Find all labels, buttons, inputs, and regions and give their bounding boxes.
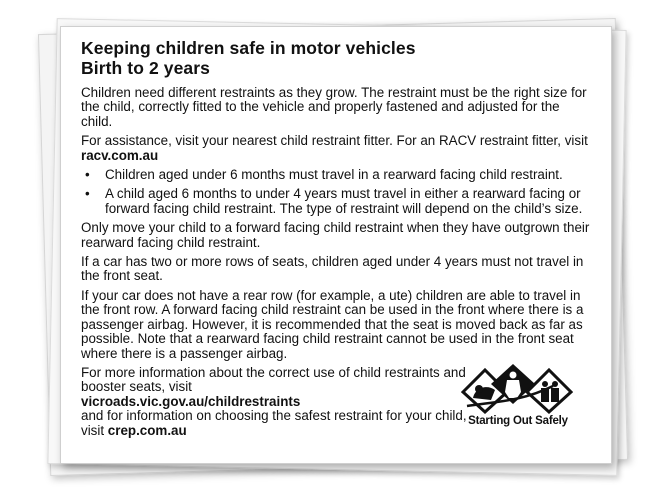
bullet-icon: • [85, 167, 90, 183]
rules-list [81, 168, 593, 216]
list-item [81, 187, 593, 216]
card-title [81, 38, 593, 78]
starting-out-safely-logo-icon [461, 362, 573, 414]
vicroads-link[interactable]: vicroads.vic.gov.au/childrestraints [81, 393, 301, 409]
logo-text: Starting Out Safely [468, 414, 568, 427]
starting-out-safely-logo [443, 362, 593, 434]
paragraph-more-info [81, 366, 481, 438]
paragraph-forward-facing: Only move your child to a forward facing child restraint when they have outgrown their rearward facing child restraint. [81, 220, 590, 250]
paragraph-assistance [81, 134, 593, 163]
list-item [81, 168, 593, 182]
assistance-text: For assistance, visit your nearest child restraint fitter. For an RACV restraint fitter, visit [81, 133, 588, 149]
paragraph-no-rear-row: If your car does not have a rear row (for example, a ute) children are able to travel in the front row. A forward facing child restraint can be used in the front where there is a passenger airbag. However, it is recommended that the seat is moved back as far as possible. Note that a rearward facing child restraint cannot be used in the front seat where there is a passenger airbag. [81, 287, 584, 361]
title-line-1: Keeping children safe in motor vehicles [81, 38, 416, 58]
paragraph-restraints: Children need different restraints as they grow. The restraint must be the right size for the child, correctly fitted to the vehicle and properly fastened and adjusted for the child. [81, 85, 587, 129]
info-card [60, 26, 612, 464]
title-line-2: Birth to 2 years [81, 58, 211, 78]
list-item-text: A child aged 6 months to under 4 years must travel in either a rearward facing or forward facing child restraint. The type of restraint will depend on the child’s size. [105, 186, 583, 216]
racv-link[interactable]: racv.com.au [81, 147, 159, 163]
safest-text: and for information on choosing the safest restraint for your child, visit [81, 408, 467, 438]
card-footer [81, 366, 593, 438]
more-info-text: For more information about the correct use of child restraints and booster seats, visit [81, 364, 466, 395]
paragraph-front-seat: If a car has two or more rows of seats, children aged under 4 years must not travel in the front seat. [81, 254, 584, 284]
crep-link[interactable]: crep.com.au [107, 422, 187, 438]
bullet-icon: • [85, 186, 90, 202]
list-item-text: Children aged under 6 months must travel in a rearward facing child restraint. [105, 167, 563, 183]
